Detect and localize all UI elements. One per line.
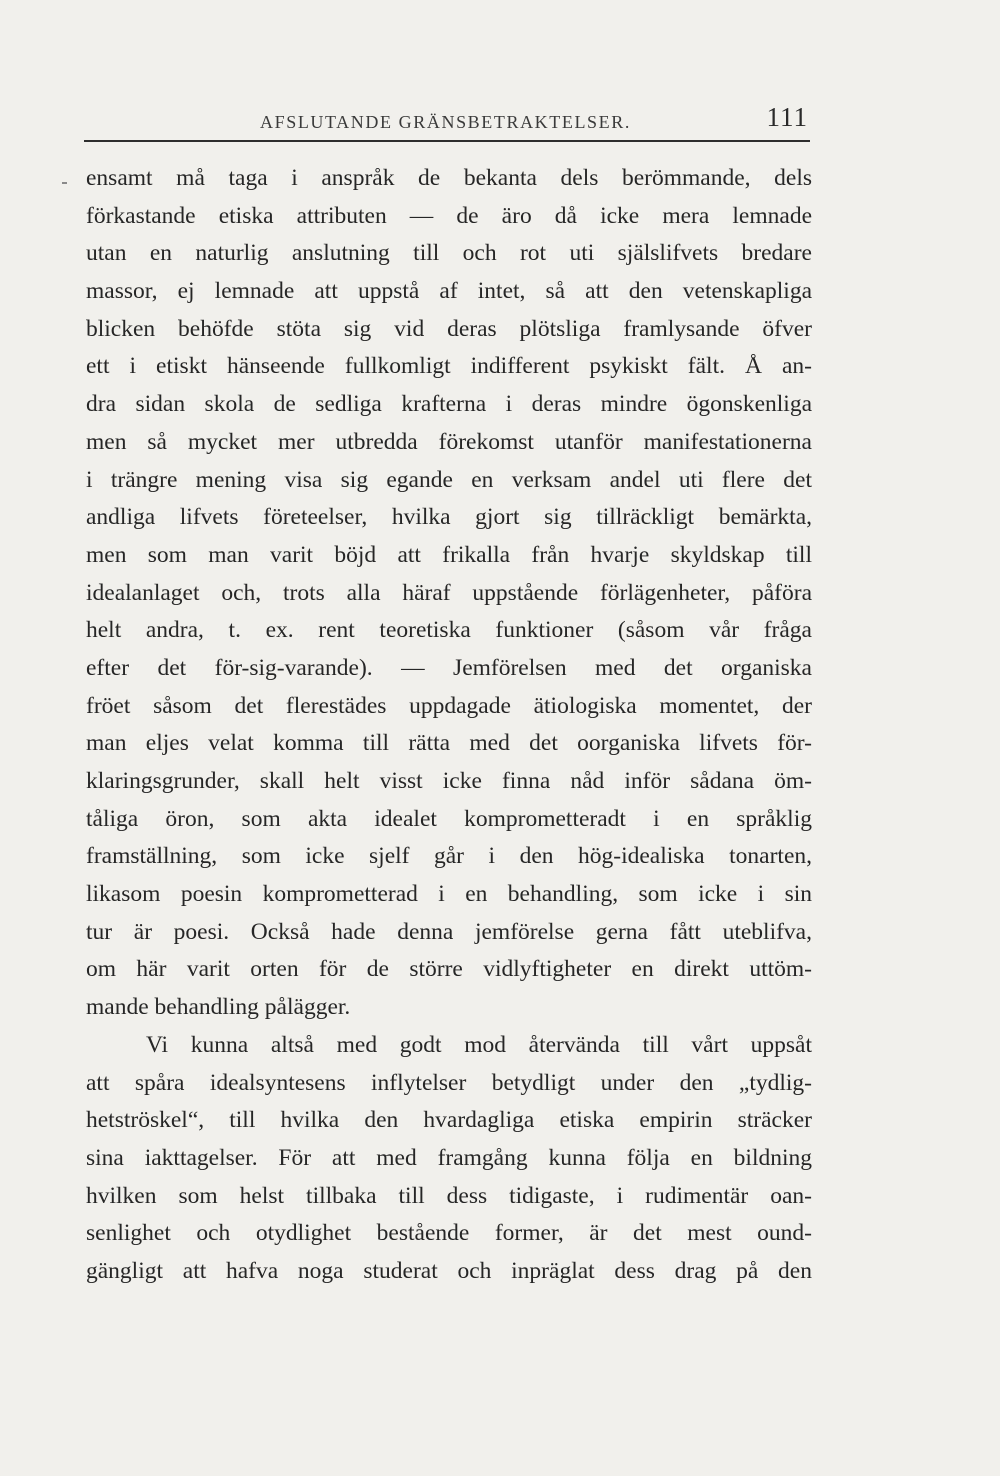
- text-line: man eljes velat komma till rätta med det oorganiska lifvets för-: [86, 730, 812, 757]
- text-line: fröet såsom det flerestädes uppdagade ätiologiska momentet, der: [86, 692, 812, 719]
- page-number: 111: [766, 102, 808, 132]
- text-line: dra sidan skola de sedliga krafterna i deras mindre ögonskenliga: [86, 391, 812, 418]
- running-title: AFSLUTANDE GRÄNSBETRAKTELSER.: [260, 112, 631, 132]
- text-line: gängligt att hafva noga studerat och inpräglat dess drag på den: [86, 1257, 812, 1284]
- text-line: massor, ej lemnade att uppstå af intet, så att den vetenskapliga: [86, 278, 812, 305]
- text-line: ensamt må taga i anspråk de bekanta dels berömmande, dels: [86, 165, 812, 191]
- text-line: men som man varit böjd att frikalla från hvarje skyldskap till: [86, 541, 812, 568]
- running-head: [84, 100, 810, 142]
- text-line: men så mycket mer utbredda förekomst utanför manifestationerna: [86, 428, 812, 455]
- text-line: om här varit orten för de större vidlyftigheter en direkt uttöm-: [86, 956, 812, 983]
- text-line: efter det för-sig-varande). — Jemförelsen med det organiska: [86, 654, 812, 681]
- text-line: förkastande etiska attributen — de äro då icke mera lemnade: [86, 202, 812, 229]
- text-line: tåliga öron, som akta idealet komprometteradt i en språklig: [86, 805, 812, 832]
- text-line: hvilken som helst tillbaka till dess tidigaste, i rudimentär oan-: [86, 1182, 812, 1209]
- margin-mark: [62, 182, 67, 184]
- text-line: hetströskel“, till hvilka den hvardagliga etiska empirin sträcker: [86, 1107, 812, 1134]
- text-line: likasom poesin komprometterad i en behandling, som icke i sin: [86, 881, 812, 908]
- text-line: utan en naturlig anslutning till och rot uti själslifvets bredare: [86, 240, 812, 267]
- text-line: mande behandling pålägger.: [86, 994, 351, 1021]
- text-line: klaringsgrunder, skall helt visst icke finna nåd inför sådana öm-: [86, 768, 812, 794]
- body-text: [86, 160, 812, 1291]
- text-line: att spåra idealsyntesens inflytelser betydligt under den „tydlig-: [86, 1069, 812, 1096]
- text-line: framställning, som icke sjelf går i den hög-idealiska tonarten,: [86, 843, 812, 870]
- text-line: idealanlaget och, trots alla häraf uppstående förlägenheter, påföra: [86, 579, 812, 606]
- text-line: helt andra, t. ex. rent teoretiska funktioner (såsom vår fråga: [86, 617, 812, 644]
- text-line: tur är poesi. Också hade denna jemförelse gerna fått uteblifva,: [86, 918, 812, 945]
- text-line: Vi kunna altså med godt mod återvända till vårt uppsåt: [146, 1031, 812, 1058]
- text-line: ett i etiskt hänseende fullkomligt indifferent psykiskt fält. Å an-: [86, 353, 812, 380]
- text-line: senlighet och otydlighet bestående former, är det mest ound-: [86, 1220, 812, 1247]
- text-line: blicken behöfde stöta sig vid deras plötsliga framlysande öfver: [86, 315, 812, 342]
- text-line: andliga lifvets företeelser, hvilka gjort sig tillräckligt bemärkta,: [86, 504, 812, 531]
- text-line: sina iakttagelser. För att med framgång kunna följa en bildning: [86, 1144, 812, 1171]
- text-line: i trängre mening visa sig egande en verksam andel uti flere det: [86, 466, 812, 493]
